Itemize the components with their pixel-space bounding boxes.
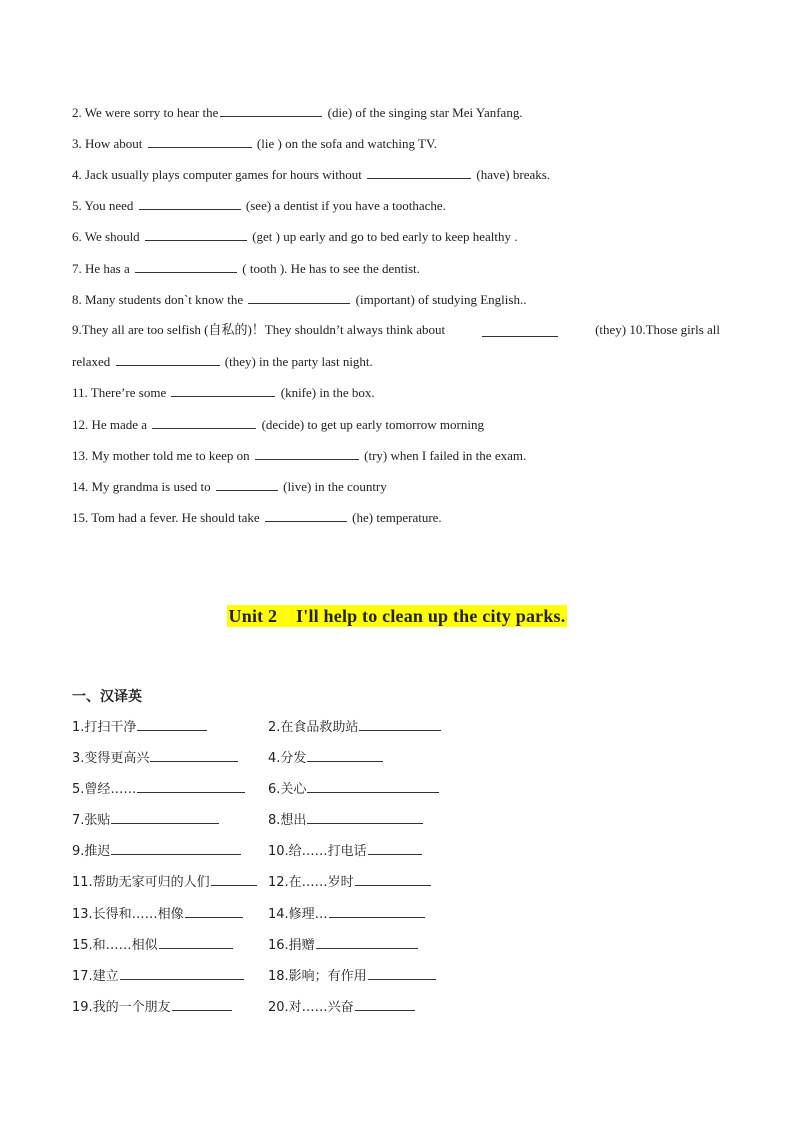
answer-blank[interactable] (255, 447, 359, 460)
exercise-text: Many students don`t know the (85, 292, 244, 307)
answer-blank[interactable] (139, 197, 241, 210)
answer-blank[interactable] (148, 135, 252, 148)
answer-blank[interactable] (355, 873, 431, 886)
exercise-number: 9. (72, 322, 82, 337)
exercise-number: 2. (72, 105, 82, 120)
answer-blank[interactable] (329, 905, 425, 918)
answer-blank[interactable] (216, 478, 278, 491)
section-title: 一、汉译英 (72, 689, 142, 705)
exercise-number: 13. (72, 448, 89, 463)
answer-blank[interactable] (211, 873, 257, 886)
vocab-prompt: 9.推迟 (72, 844, 111, 859)
vocab-item-1 (72, 718, 209, 736)
vocab-prompt: 16.捐赠 (268, 938, 315, 953)
answer-blank[interactable] (316, 936, 418, 949)
vocab-prompt: 6.关心 (268, 782, 307, 797)
answer-blank[interactable] (150, 749, 238, 762)
answer-blank[interactable] (220, 104, 322, 117)
answer-blank[interactable] (111, 811, 219, 824)
exercise-text: relaxed (72, 354, 111, 369)
vocab-item-3 (72, 749, 240, 767)
exercise-4 (72, 166, 550, 183)
vocab-prompt: 14.修理… (268, 907, 328, 922)
exercise-number: 5. (72, 198, 82, 213)
exercise-number: 11. (72, 385, 88, 400)
unit-title (0, 606, 794, 627)
vocab-item-4 (268, 749, 385, 767)
exercise-text: There’re some (90, 385, 167, 400)
exercise-hint: (get ) up early and go to bed early to keep healthy . (252, 229, 518, 244)
vocab-prompt: 19.我的一个朋友 (72, 1000, 171, 1015)
exercise-text: They all are too selfish (自私的)！They shouldn’t always think about (81, 322, 446, 337)
answer-blank[interactable] (145, 228, 247, 241)
vocab-prompt: 20.对……兴奋 (268, 1000, 354, 1015)
exercise-number: 4. (72, 167, 82, 182)
exercise-hint: (live) in the country (283, 479, 387, 494)
vocab-prompt: 18.影响；有作用 (268, 969, 367, 984)
answer-blank[interactable] (368, 967, 436, 980)
answer-blank[interactable] (152, 416, 256, 429)
exercise-number: 15. (72, 510, 89, 525)
exercise-number: 7. (72, 261, 82, 276)
answer-blank[interactable] (248, 291, 350, 304)
answer-blank[interactable] (368, 842, 422, 855)
vocab-prompt: 12.在……岁时 (268, 875, 354, 890)
vocab-prompt: 13.长得和……相像 (72, 907, 184, 922)
exercise-number: 8. (72, 292, 82, 307)
exercise-7 (72, 260, 420, 277)
vocab-item-5 (72, 780, 247, 798)
vocab-item-12 (268, 873, 433, 891)
answer-blank[interactable] (135, 260, 237, 273)
vocab-prompt: 15.和……相似 (72, 938, 158, 953)
exercise-text: He made a (91, 417, 148, 432)
exercise-13 (72, 447, 526, 464)
exercise-hint: (they) in the party last night. (224, 354, 373, 369)
vocab-item-14 (268, 905, 427, 923)
vocab-prompt: 10.给……打电话 (268, 844, 367, 859)
answer-blank[interactable] (111, 842, 241, 855)
vocab-item-13 (72, 905, 245, 923)
exercise-hint: (knife) in the box. (280, 385, 375, 400)
answer-blank[interactable] (137, 780, 245, 793)
answer-blank[interactable] (482, 324, 558, 337)
exercise-text: Jack usually plays computer games for hours without (85, 167, 362, 182)
answer-blank[interactable] (120, 967, 244, 980)
exercise-hint: (die) of the singing star Mei Yanfang. (327, 105, 523, 120)
exercise-number: 12. (72, 417, 89, 432)
exercise-14 (72, 478, 387, 495)
vocab-item-7 (72, 811, 221, 829)
vocab-item-16 (268, 936, 420, 954)
answer-blank[interactable] (367, 166, 471, 179)
answer-blank[interactable] (172, 998, 232, 1011)
vocab-item-2 (268, 718, 443, 736)
exercise-11 (72, 384, 375, 401)
exercise-number: 3. (72, 136, 82, 151)
exercise-10-cont (72, 353, 373, 370)
vocab-prompt: 17.建立 (72, 969, 119, 984)
vocab-item-9 (72, 842, 243, 860)
vocab-prompt: 2.在食品救助站 (268, 720, 359, 735)
vocab-prompt: 4.分发 (268, 751, 307, 766)
exercise-text: We were sorry to hear the (84, 105, 219, 120)
exercise-text: We should (84, 229, 140, 244)
exercise-3 (72, 135, 437, 152)
answer-blank[interactable] (185, 905, 243, 918)
answer-blank[interactable] (307, 780, 439, 793)
vocab-item-6 (268, 780, 441, 798)
exercise-9 (72, 322, 720, 338)
answer-blank[interactable] (159, 936, 233, 949)
answer-blank[interactable] (359, 718, 441, 731)
exercise-hint: (they) 10.Those girls all (595, 322, 720, 337)
exercise-2 (72, 104, 523, 121)
exercise-15 (72, 509, 442, 526)
answer-blank[interactable] (307, 811, 423, 824)
exercise-8 (72, 291, 526, 308)
unit-title-text: Unit 2 I'll help to clean up the city parks. (228, 606, 566, 626)
exercise-hint: (decide) to get up early tomorrow morning (261, 417, 484, 432)
vocab-prompt: 3.变得更高兴 (72, 751, 150, 766)
vocab-item-11 (72, 873, 259, 891)
exercise-number: 14. (72, 479, 89, 494)
exercise-5 (72, 197, 446, 214)
answer-blank[interactable] (307, 749, 383, 762)
exercise-hint: (he) temperature. (352, 510, 442, 525)
vocab-item-18 (268, 967, 438, 985)
vocab-prompt: 11.帮助无家可归的人们 (72, 875, 210, 890)
vocab-prompt: 1.打扫干净 (72, 720, 137, 735)
answer-blank[interactable] (137, 718, 207, 731)
exercise-6 (72, 228, 518, 245)
exercise-text: My mother told me to keep on (91, 448, 250, 463)
exercise-hint: (have) breaks. (476, 167, 551, 182)
vocab-prompt: 7.张贴 (72, 813, 111, 828)
exercise-hint: (important) of studying English.. (355, 292, 527, 307)
answer-blank[interactable] (116, 353, 220, 366)
exercise-text: My grandma is used to (91, 479, 211, 494)
answer-blank[interactable] (171, 384, 275, 397)
vocab-prompt: 8.想出 (268, 813, 307, 828)
exercise-hint: (lie ) on the sofa and watching TV. (256, 136, 437, 151)
vocab-item-15 (72, 936, 235, 954)
exercise-text: Tom had a fever. He should take (91, 510, 260, 525)
exercise-text: You need (84, 198, 134, 213)
answer-blank[interactable] (355, 998, 415, 1011)
exercise-hint: (try) when I failed in the exam. (364, 448, 527, 463)
exercise-text: How about (85, 136, 143, 151)
vocab-item-17 (72, 967, 246, 985)
vocab-item-20 (268, 998, 417, 1016)
exercise-hint: (see) a dentist if you have a toothache. (245, 198, 446, 213)
exercise-12 (72, 416, 484, 433)
exercise-text: He has a (85, 261, 130, 276)
vocab-item-10 (268, 842, 424, 860)
answer-blank[interactable] (265, 509, 347, 522)
exercise-hint: ( tooth ). He has to see the dentist. (242, 261, 420, 276)
vocab-prompt: 5.曾经…… (72, 782, 137, 797)
vocab-item-19 (72, 998, 234, 1016)
vocab-item-8 (268, 811, 425, 829)
exercise-number: 6. (72, 229, 82, 244)
